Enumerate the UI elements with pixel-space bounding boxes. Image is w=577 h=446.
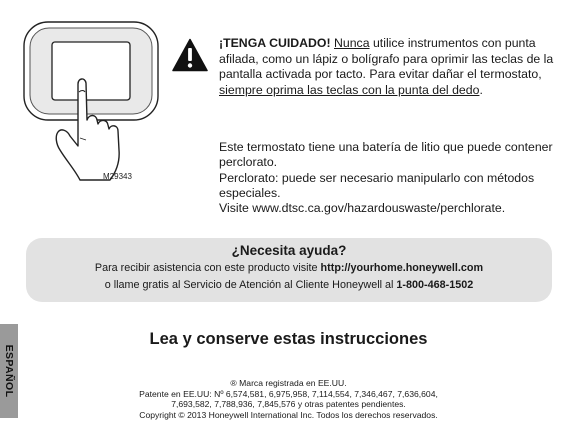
help-url: http://yourhome.honeywell.com xyxy=(320,262,484,274)
footer-legal xyxy=(0,378,577,420)
figure-code: M29343 xyxy=(103,172,132,181)
caution-end: . xyxy=(479,82,483,97)
warning-triangle-icon xyxy=(172,38,208,72)
footer-line-4: Copyright © 2013 Honeywell International Inc. Todos los derechos reservados. xyxy=(139,409,438,420)
finger-touching-thermostat-illustration xyxy=(22,20,164,186)
help-line-1-text: Para recibir asistencia con este producto visite xyxy=(94,262,321,274)
caution-title: ¡TENGA CUIDADO! xyxy=(219,36,331,50)
caution-paragraph xyxy=(219,36,564,98)
caution-text: utilice instrumentos con punta afilada, como un lápiz o bolígrafo para oprimir las teclas de la pantalla activada por tacto. Para evitar dañar el termostato, xyxy=(219,36,554,82)
keep-instructions-title: Lea y conserve estas instrucciones xyxy=(149,330,428,348)
lithium-battery-notice xyxy=(219,140,564,216)
help-phone: 1-800-468-1502 xyxy=(396,279,474,291)
lithium-line-1: Este termostato tiene una batería de litio que puede contener perclorato. xyxy=(219,140,553,170)
lithium-line-2: Perclorato: puede ser necesario manipularlo con métodos especiales. xyxy=(219,170,535,200)
footer-line-1: ® Marca registrada en EE.UU. xyxy=(230,378,347,388)
help-title: ¿Necesita ayuda? xyxy=(231,243,347,258)
help-line-1 xyxy=(26,261,552,276)
footer-line-3: 7,693,582, 7,788,936, 7,845,576 y otras patentes pendientes. xyxy=(171,399,406,409)
footer-line-2: Patente en EE.UU: Nº 6,574,581, 6,975,958, 7,114,554, 7,346,467, 7,636,604, xyxy=(139,388,438,399)
caution-underlined: siempre oprima las teclas con la punta del dedo xyxy=(219,82,480,97)
help-line-2 xyxy=(26,278,552,293)
help-box xyxy=(26,238,552,302)
caution-never: Nunca xyxy=(334,36,370,50)
lithium-line-3: Visite www.dtsc.ca.gov/hazardouswaste/perchlorate. xyxy=(219,201,506,216)
language-label: ESPAÑOL xyxy=(3,344,15,398)
help-line-2-text: o llame gratis al Servicio de Atención al Cliente Honeywell al xyxy=(104,279,397,291)
